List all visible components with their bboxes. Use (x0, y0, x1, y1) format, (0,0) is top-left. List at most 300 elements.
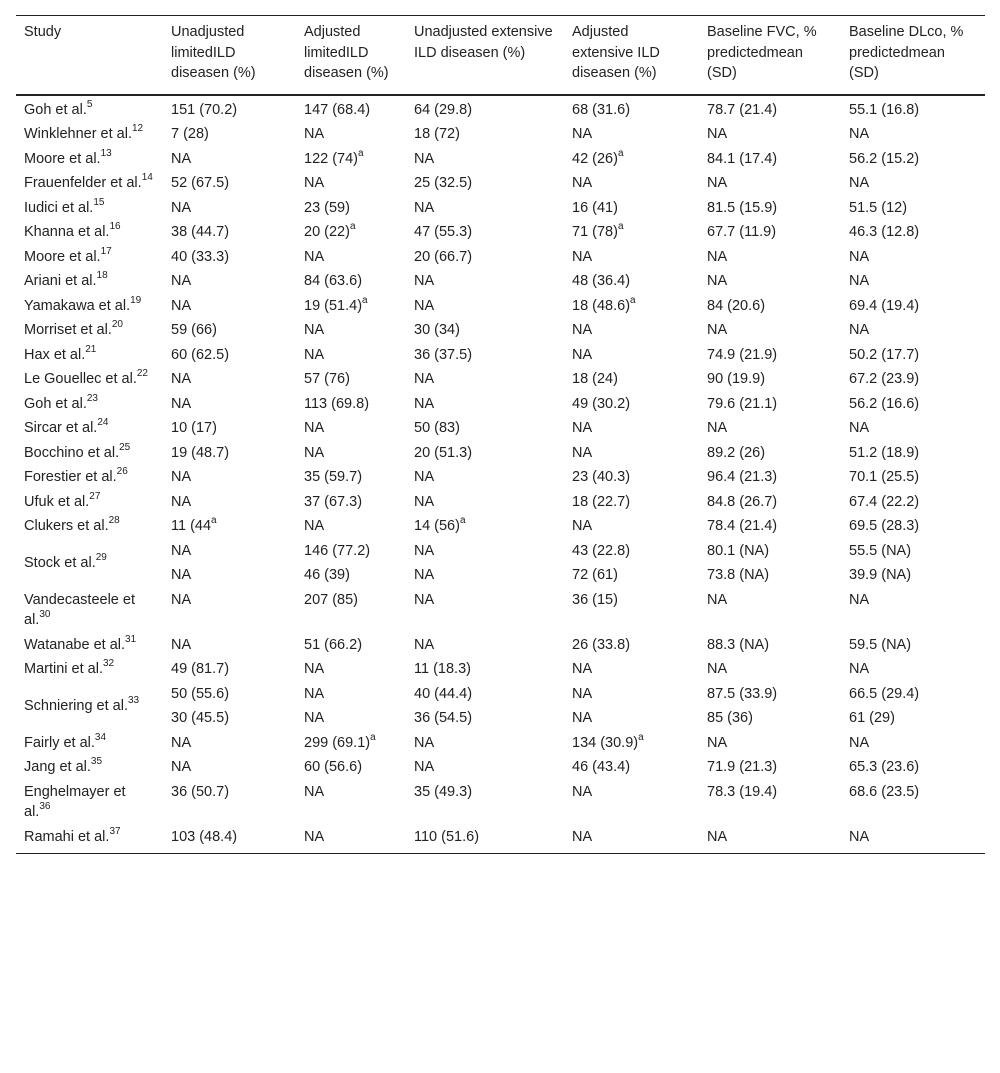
reference-number: 28 (108, 515, 120, 527)
adjusted-limited-cell-value: 37 (67.3) (304, 493, 363, 510)
study-name: Schniering et al. (24, 697, 128, 714)
study-name: Ufuk et al. (24, 493, 90, 510)
adjusted-extensive-cell (564, 780, 699, 825)
adjusted-extensive-cell-value: 72 (61) (572, 567, 618, 583)
adjusted-limited-cell (296, 95, 406, 123)
unadjusted-extensive-cell (406, 657, 564, 682)
study-cell (16, 588, 163, 633)
baseline-dlco-cell (841, 588, 985, 633)
baseline-dlco-cell-value: 55.5 (NA) (849, 542, 912, 559)
adjusted-limited-cell-value: NA (304, 710, 325, 726)
adjusted-limited-cell-value: NA (304, 346, 325, 363)
unadjusted-limited-cell (163, 318, 296, 343)
unadjusted-extensive-cell-value: NA (414, 493, 435, 510)
unadjusted-extensive-cell (406, 588, 564, 633)
study-name: Jang et al. (24, 759, 91, 775)
table-row (16, 588, 985, 633)
study-cell (16, 343, 163, 368)
adjusted-limited-cell (296, 245, 406, 270)
adjusted-extensive-cell (564, 682, 699, 707)
study-cell (16, 269, 163, 294)
baseline-dlco-cell (841, 755, 985, 780)
table-row (16, 392, 985, 417)
baseline-dlco-cell-value: 69.4 (19.4) (849, 297, 920, 314)
baseline-fvc-cell-value: NA (707, 126, 728, 142)
header-row (16, 16, 985, 95)
adjusted-limited-cell (296, 367, 406, 392)
footnote-marker: a (211, 515, 217, 527)
reference-number: 21 (85, 343, 97, 355)
table-row (16, 825, 985, 854)
baseline-fvc-cell (699, 490, 841, 515)
reference-number: 18 (96, 270, 108, 282)
unadjusted-extensive-cell-value: 64 (29.8) (414, 101, 473, 118)
baseline-fvc-cell (699, 269, 841, 294)
table-row (16, 731, 985, 756)
unadjusted-extensive-cell-value: 36 (54.5) (414, 710, 473, 726)
reference-number: 33 (127, 694, 140, 706)
unadjusted-extensive-cell (406, 294, 564, 319)
study-name: Goh et al. (24, 395, 87, 412)
study-name: Le Gouellec et al. (24, 371, 137, 387)
study-name: Yamakawa et al. (24, 297, 131, 314)
adjusted-extensive-cell-value: NA (572, 783, 593, 800)
baseline-fvc-cell-value: 84 (20.6) (707, 297, 766, 314)
adjusted-extensive-cell (564, 490, 699, 515)
adjusted-limited-cell (296, 441, 406, 466)
unadjusted-extensive-cell (406, 122, 564, 147)
unadjusted-extensive-cell (406, 245, 564, 270)
adjusted-extensive-cell (564, 706, 699, 731)
reference-number: 17 (100, 245, 112, 257)
unadjusted-extensive-cell-value: NA (414, 469, 435, 485)
adjusted-limited-cell-value: NA (304, 126, 325, 142)
unadjusted-extensive-cell-value: NA (414, 395, 435, 412)
unadjusted-limited-cell-value: 59 (66) (171, 322, 217, 338)
unadjusted-extensive-cell-value: 14 (56) (414, 518, 460, 534)
adjusted-extensive-cell (564, 95, 699, 123)
study-name: Morriset et al. (24, 322, 112, 338)
study-cell (16, 220, 163, 245)
study-name: Ariani et al. (24, 273, 97, 289)
adjusted-limited-cell-value: 146 (77.2) (304, 542, 371, 559)
baseline-fvc-cell-value: NA (707, 248, 728, 265)
baseline-dlco-cell-value: NA (849, 591, 870, 608)
study-name: Enghelmayer et al. (24, 783, 126, 820)
baseline-dlco-cell (841, 539, 985, 564)
table-row (16, 441, 985, 466)
unadjusted-extensive-cell (406, 633, 564, 658)
baseline-fvc-cell (699, 633, 841, 658)
study-cell (16, 682, 163, 731)
study-name: Winklehner et al. (24, 126, 132, 142)
unadjusted-extensive-cell-value: NA (414, 150, 435, 167)
unadjusted-limited-cell-value: NA (171, 469, 192, 485)
unadjusted-extensive-cell (406, 731, 564, 756)
unadjusted-limited-cell-value: NA (171, 150, 192, 167)
table-row (16, 294, 985, 319)
reference-number: 36 (39, 801, 51, 813)
unadjusted-limited-cell-value: 10 (17) (171, 420, 217, 436)
adjusted-limited-cell-value: 60 (56.6) (304, 759, 363, 775)
unadjusted-limited-cell-value: NA (171, 591, 192, 608)
table-header (16, 16, 985, 95)
unadjusted-extensive-cell-value: 36 (37.5) (414, 346, 473, 363)
adjusted-limited-cell (296, 731, 406, 756)
unadjusted-limited-cell (163, 392, 296, 417)
unadjusted-limited-cell-value: 11 (44 (171, 518, 212, 534)
adjusted-limited-cell-value: 23 (59) (304, 199, 350, 216)
unadjusted-extensive-cell-value: 20 (51.3) (414, 444, 473, 461)
unadjusted-extensive-cell (406, 171, 564, 196)
baseline-dlco-cell-value: 69.5 (28.3) (849, 518, 920, 534)
unadjusted-limited-cell (163, 490, 296, 515)
unadjusted-limited-cell (163, 367, 296, 392)
unadjusted-extensive-cell (406, 318, 564, 343)
baseline-dlco-cell-value: 50.2 (17.7) (849, 346, 920, 363)
baseline-fvc-cell (699, 588, 841, 633)
baseline-dlco-cell (841, 706, 985, 731)
unadjusted-limited-cell-value: NA (171, 273, 192, 289)
adjusted-extensive-cell (564, 825, 699, 854)
table-row (16, 416, 985, 441)
baseline-fvc-cell-value: 73.8 (NA) (707, 567, 770, 583)
reference-number: 22 (136, 368, 148, 380)
adjusted-limited-cell (296, 755, 406, 780)
unadjusted-limited-cell (163, 514, 296, 539)
unadjusted-limited-cell (163, 682, 296, 707)
unadjusted-limited-cell (163, 539, 296, 564)
study-name: Moore et al. (24, 150, 101, 167)
study-name: Stock et al. (24, 554, 96, 571)
unadjusted-extensive-cell-value: NA (414, 567, 435, 583)
baseline-fvc-cell (699, 343, 841, 368)
adjusted-extensive-cell (564, 122, 699, 147)
baseline-fvc-cell (699, 825, 841, 854)
baseline-dlco-cell (841, 465, 985, 490)
baseline-fvc-cell (699, 563, 841, 588)
adjusted-limited-cell-value: 122 (74) (304, 150, 359, 167)
adjusted-extensive-cell-value: 49 (30.2) (572, 395, 631, 412)
baseline-dlco-cell (841, 780, 985, 825)
baseline-fvc-cell-value: 74.9 (21.9) (707, 346, 778, 363)
unadjusted-limited-cell-value: NA (171, 493, 192, 510)
study-name: Watanabe et al. (24, 636, 126, 653)
study-cell (16, 245, 163, 270)
adjusted-extensive-cell (564, 588, 699, 633)
table-row (16, 220, 985, 245)
study-cell (16, 147, 163, 172)
baseline-fvc-cell-value: 78.4 (21.4) (707, 518, 778, 534)
adjusted-extensive-cell (564, 539, 699, 564)
reference-number: 35 (90, 756, 103, 768)
adjusted-extensive-cell (564, 269, 699, 294)
baseline-dlco-cell (841, 392, 985, 417)
study-name: Fairly et al. (24, 734, 95, 751)
study-name: Frauenfelder et al. (24, 175, 142, 191)
study-cell (16, 122, 163, 147)
footnote-marker: a (617, 221, 624, 233)
adjusted-limited-cell (296, 563, 406, 588)
adjusted-extensive-cell (564, 196, 699, 221)
baseline-fvc-cell (699, 706, 841, 731)
baseline-fvc-cell (699, 539, 841, 564)
unadjusted-limited-cell (163, 825, 296, 854)
header-baseline-dlco: Baseline DLco, % predictedmean (SD) (849, 24, 964, 81)
adjusted-limited-cell (296, 220, 406, 245)
baseline-dlco-cell-value: 61 (29) (849, 710, 895, 726)
baseline-dlco-cell-value: 59.5 (NA) (849, 636, 912, 653)
adjusted-extensive-cell (564, 416, 699, 441)
unadjusted-limited-cell (163, 731, 296, 756)
baseline-dlco-cell-value: NA (849, 828, 870, 845)
reference-number: 37 (109, 825, 121, 837)
adjusted-extensive-cell-value: 18 (24) (572, 371, 618, 387)
adjusted-extensive-cell-value: 16 (41) (572, 199, 618, 216)
unadjusted-extensive-cell-value: 35 (49.3) (414, 783, 473, 800)
table-row (16, 318, 985, 343)
study-name: Clukers et al. (24, 518, 109, 534)
unadjusted-extensive-cell (406, 563, 564, 588)
adjusted-extensive-cell-value: 18 (48.6) (572, 297, 631, 314)
unadjusted-limited-cell-value: NA (171, 542, 192, 559)
unadjusted-extensive-cell (406, 682, 564, 707)
footnote-marker: a (358, 147, 364, 159)
header-adjusted-limited: Adjusted limitedILD diseasen (%) (304, 24, 389, 81)
baseline-fvc-cell-value: 78.3 (19.4) (707, 783, 778, 800)
study-cell (16, 294, 163, 319)
adjusted-extensive-cell-value: 18 (22.7) (572, 493, 631, 510)
adjusted-extensive-cell (564, 465, 699, 490)
unadjusted-extensive-cell-value: NA (414, 199, 435, 216)
adjusted-limited-cell (296, 122, 406, 147)
adjusted-limited-cell (296, 825, 406, 854)
baseline-dlco-cell (841, 269, 985, 294)
adjusted-extensive-cell-value: 43 (22.8) (572, 542, 631, 559)
study-name: Ramahi et al. (24, 828, 110, 845)
baseline-fvc-cell-value: 71.9 (21.3) (707, 759, 778, 775)
unadjusted-limited-cell-value: NA (171, 395, 192, 412)
study-cell (16, 196, 163, 221)
unadjusted-extensive-cell (406, 220, 564, 245)
baseline-dlco-cell (841, 343, 985, 368)
baseline-dlco-cell (841, 245, 985, 270)
adjusted-extensive-cell-value: 68 (31.6) (572, 101, 631, 118)
unadjusted-limited-cell-value: 40 (33.3) (171, 248, 230, 265)
unadjusted-extensive-cell-value: NA (414, 734, 435, 751)
study-cell (16, 416, 163, 441)
baseline-dlco-cell-value: 55.1 (16.8) (849, 101, 920, 118)
unadjusted-limited-cell-value: 103 (48.4) (171, 828, 238, 845)
baseline-dlco-cell-value: NA (849, 175, 870, 191)
adjusted-limited-cell-value: 46 (39) (304, 567, 350, 583)
reference-number: 31 (125, 633, 137, 645)
adjusted-limited-cell (296, 171, 406, 196)
baseline-dlco-cell (841, 294, 985, 319)
baseline-fvc-cell-value: 87.5 (33.9) (707, 685, 778, 702)
baseline-fvc-cell (699, 196, 841, 221)
baseline-dlco-cell (841, 220, 985, 245)
unadjusted-extensive-cell (406, 343, 564, 368)
adjusted-limited-cell (296, 392, 406, 417)
adjusted-extensive-cell (564, 343, 699, 368)
baseline-fvc-cell-value: NA (707, 734, 728, 751)
baseline-dlco-cell (841, 367, 985, 392)
study-name: Goh et al. (24, 101, 87, 118)
study-cell (16, 731, 163, 756)
baseline-dlco-cell (841, 563, 985, 588)
adjusted-limited-cell (296, 269, 406, 294)
adjusted-extensive-cell-value: NA (572, 710, 593, 726)
adjusted-limited-cell (296, 682, 406, 707)
table-row (16, 122, 985, 147)
adjusted-limited-cell (296, 490, 406, 515)
unadjusted-extensive-cell (406, 441, 564, 466)
baseline-dlco-cell (841, 731, 985, 756)
unadjusted-limited-cell-value: 19 (48.7) (171, 444, 230, 461)
adjusted-limited-cell (296, 147, 406, 172)
unadjusted-limited-cell-value: 30 (45.5) (171, 710, 230, 726)
baseline-fvc-cell-value: NA (707, 661, 728, 677)
unadjusted-extensive-cell-value: 11 (18.3) (414, 661, 471, 677)
table-row (16, 633, 985, 658)
baseline-fvc-cell (699, 731, 841, 756)
unadjusted-extensive-cell (406, 490, 564, 515)
table-body (16, 95, 985, 854)
unadjusted-extensive-cell-value: NA (414, 591, 435, 608)
adjusted-extensive-cell-value: 71 (78) (572, 224, 618, 240)
adjusted-limited-cell (296, 416, 406, 441)
adjusted-extensive-cell (564, 294, 699, 319)
baseline-fvc-cell (699, 416, 841, 441)
unadjusted-limited-cell (163, 633, 296, 658)
table-row (16, 490, 985, 515)
adjusted-limited-cell-value: 57 (76) (304, 371, 350, 387)
table-row (16, 245, 985, 270)
adjusted-extensive-cell-value: NA (572, 248, 593, 265)
unadjusted-extensive-cell (406, 269, 564, 294)
baseline-dlco-cell (841, 657, 985, 682)
study-cell (16, 514, 163, 539)
footnote-marker: a (349, 221, 356, 233)
adjusted-extensive-cell-value: 42 (26) (572, 150, 618, 167)
baseline-dlco-cell-value: 56.2 (16.6) (849, 395, 920, 412)
adjusted-extensive-cell-value: NA (572, 175, 593, 191)
unadjusted-limited-cell (163, 780, 296, 825)
adjusted-extensive-cell-value: NA (572, 420, 593, 436)
table-row (16, 682, 985, 707)
reference-number: 23 (86, 392, 98, 404)
study-cell (16, 95, 163, 123)
footnote-marker: a (459, 515, 466, 527)
reference-number: 19 (130, 294, 142, 306)
unadjusted-extensive-cell-value: NA (414, 371, 435, 387)
adjusted-extensive-cell-value: NA (572, 828, 593, 845)
baseline-dlco-cell-value: 70.1 (25.5) (849, 469, 920, 485)
study-name: Hax et al. (24, 346, 86, 363)
unadjusted-extensive-cell-value: NA (414, 297, 435, 314)
header-study: Study (24, 24, 62, 40)
baseline-dlco-cell-value: 39.9 (NA) (849, 567, 912, 583)
adjusted-limited-cell-value: 299 (69.1) (304, 734, 371, 751)
baseline-dlco-cell-value: NA (849, 248, 870, 265)
baseline-dlco-cell (841, 318, 985, 343)
adjusted-limited-cell-value: 19 (51.4) (304, 297, 363, 314)
adjusted-limited-cell-value: 20 (22) (304, 224, 350, 240)
baseline-fvc-cell (699, 245, 841, 270)
unadjusted-limited-cell-value: 49 (81.7) (171, 661, 230, 677)
baseline-fvc-cell-value: 90 (19.9) (707, 371, 766, 387)
adjusted-limited-cell-value: NA (304, 828, 325, 845)
unadjusted-extensive-cell (406, 514, 564, 539)
table-row (16, 196, 985, 221)
reference-number: 30 (39, 609, 51, 621)
baseline-dlco-cell (841, 490, 985, 515)
header-adjusted-extensive: Adjusted extensive ILD diseasen (%) (572, 24, 660, 81)
adjusted-extensive-cell (564, 755, 699, 780)
unadjusted-extensive-cell (406, 825, 564, 854)
unadjusted-extensive-cell (406, 539, 564, 564)
unadjusted-limited-cell-value: NA (171, 734, 192, 751)
table-row (16, 367, 985, 392)
study-cell (16, 633, 163, 658)
baseline-fvc-cell-value: 67.7 (11.9) (707, 224, 777, 240)
unadjusted-extensive-cell-value: NA (414, 759, 435, 775)
baseline-fvc-cell-value: NA (707, 420, 728, 436)
unadjusted-limited-cell (163, 465, 296, 490)
unadjusted-extensive-cell (406, 416, 564, 441)
baseline-dlco-cell-value: 46.3 (12.8) (849, 224, 920, 240)
study-cell (16, 441, 163, 466)
baseline-fvc-cell (699, 367, 841, 392)
baseline-dlco-cell-value: 67.2 (23.9) (849, 371, 920, 387)
baseline-fvc-cell-value: 78.7 (21.4) (707, 101, 778, 118)
study-name: Martini et al. (24, 661, 103, 677)
table-row (16, 539, 985, 564)
study-name: Sircar et al. (24, 420, 98, 436)
unadjusted-limited-cell-value: 151 (70.2) (171, 101, 238, 118)
baseline-fvc-cell (699, 755, 841, 780)
adjusted-limited-cell-value: NA (304, 420, 325, 436)
baseline-fvc-cell-value: 96.4 (21.3) (707, 469, 778, 485)
header-unadjusted-limited: Unadjusted limitedILD diseasen (%) (171, 24, 256, 81)
unadjusted-limited-cell-value: NA (171, 567, 192, 583)
adjusted-extensive-cell (564, 392, 699, 417)
unadjusted-extensive-cell (406, 196, 564, 221)
baseline-fvc-cell (699, 171, 841, 196)
baseline-fvc-cell-value: 85 (36) (707, 710, 753, 726)
baseline-dlco-cell-value: 51.5 (12) (849, 199, 908, 216)
adjusted-extensive-cell (564, 220, 699, 245)
reference-number: 34 (94, 731, 107, 743)
study-cell (16, 755, 163, 780)
unadjusted-extensive-cell (406, 392, 564, 417)
unadjusted-limited-cell-value: NA (171, 759, 192, 775)
adjusted-extensive-cell-value: 48 (36.4) (572, 273, 631, 289)
unadjusted-extensive-cell-value: 50 (83) (414, 420, 460, 436)
baseline-dlco-cell (841, 825, 985, 854)
adjusted-limited-cell (296, 343, 406, 368)
baseline-dlco-cell (841, 441, 985, 466)
unadjusted-extensive-cell (406, 465, 564, 490)
study-name: Khanna et al. (24, 224, 110, 240)
reference-number: 20 (111, 319, 123, 331)
study-cell (16, 825, 163, 854)
unadjusted-extensive-cell-value: 18 (72) (414, 126, 460, 142)
reference-number: 12 (132, 123, 144, 135)
baseline-fvc-cell (699, 441, 841, 466)
baseline-fvc-cell (699, 147, 841, 172)
